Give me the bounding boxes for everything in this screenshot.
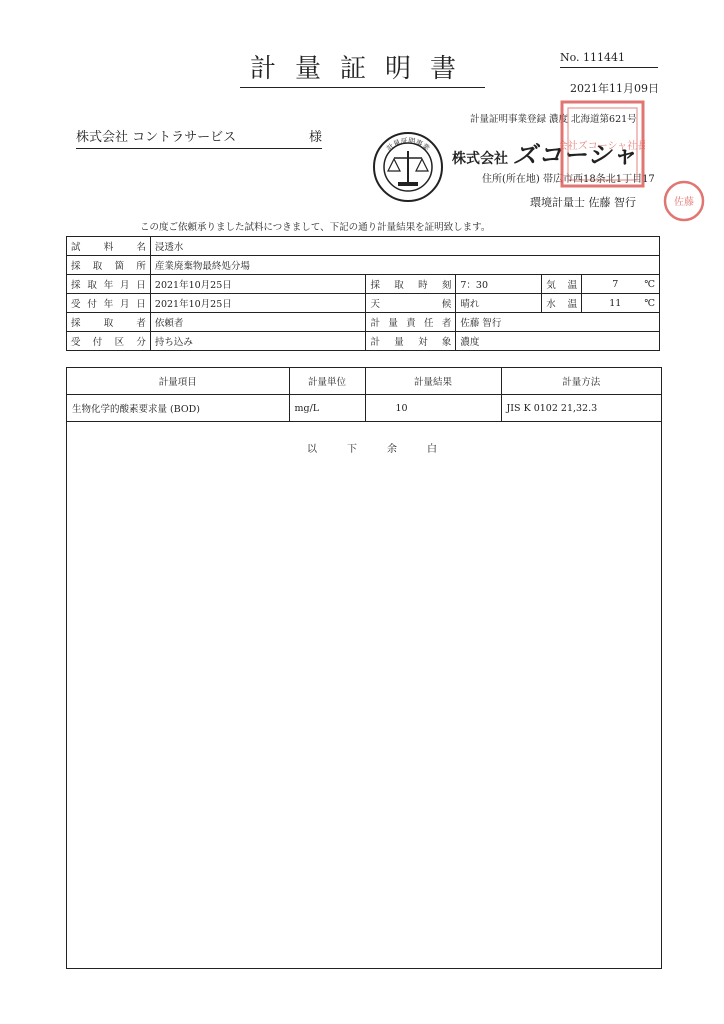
responsible-value: 佐藤 智行 xyxy=(456,313,660,332)
end-of-results-note: 以下余白 xyxy=(307,444,467,455)
air-temp-label: 気温 xyxy=(542,275,582,294)
weather-value: 晴れ xyxy=(456,294,542,313)
location-label: 採取箇所 xyxy=(67,256,151,275)
result-unit: mg/L xyxy=(289,395,365,422)
receive-date-label: 受付年月日 xyxy=(67,294,151,313)
sample-label: 試料名 xyxy=(67,237,151,256)
red-seal-text: 会社ズコーシャ社長 xyxy=(560,141,645,152)
table-row xyxy=(67,275,660,294)
collect-date-label: 採取年月日 xyxy=(67,275,151,294)
reception-value: 持ち込み xyxy=(150,332,366,351)
client-honorific: 様 xyxy=(308,130,322,145)
table-row xyxy=(67,256,660,275)
target-label: 計量対象 xyxy=(366,332,456,351)
water-temp-label: 水温 xyxy=(542,294,582,313)
table-row xyxy=(67,294,660,313)
client-name-line xyxy=(76,126,322,149)
issue-date: 2021年11月09日 xyxy=(570,82,659,95)
header-unit: 計量単位 xyxy=(289,368,365,395)
air-temp-value: 7 xyxy=(612,278,619,290)
table-row xyxy=(67,313,660,332)
table-row xyxy=(67,395,661,422)
water-temp-unit: ℃ xyxy=(644,297,655,309)
results-header-row xyxy=(67,368,661,395)
reception-label: 受付区分 xyxy=(67,332,151,351)
air-temp-unit: ℃ xyxy=(644,278,655,290)
environmental-measurer: 環境計量士 佐藤 智行 xyxy=(530,196,636,209)
collector-value: 依頼者 xyxy=(150,313,366,332)
svg-text:計量証明事業 xyxy=(385,136,432,153)
company-red-seal xyxy=(560,100,645,192)
collect-time-label: 採取時刻 xyxy=(366,275,456,294)
company-prefix: 株式会社 xyxy=(452,151,508,167)
receive-date-value: 2021年10月25日 xyxy=(150,294,366,313)
target-value: 濃度 xyxy=(456,332,660,351)
round-seal-text: 佐藤 xyxy=(674,197,694,208)
table-row xyxy=(67,237,660,256)
results-table xyxy=(67,368,661,422)
water-temp-cell xyxy=(582,294,660,313)
logo-seal-text: 計量証明事業 xyxy=(385,136,431,153)
result-value: 10 xyxy=(365,395,501,422)
results-section xyxy=(66,367,662,969)
responsible-label: 計量責任者 xyxy=(366,313,456,332)
collect-date-value: 2021年10月25日 xyxy=(150,275,366,294)
collector-label: 採取者 xyxy=(67,313,151,332)
location-value: 産業廃棄物最終処分場 xyxy=(150,256,659,275)
sample-value: 浸透水 xyxy=(150,237,659,256)
certificate-number: No. 111441 xyxy=(560,51,658,68)
issuer-address: 住所(所在地) 帯広市西18条北1丁目17 xyxy=(482,174,655,185)
personal-round-seal xyxy=(663,180,705,226)
intro-statement: この度ご依頼承りました試料につきまして、下記の通り計量結果を証明致します。 xyxy=(140,222,491,233)
air-temp-cell xyxy=(582,275,660,294)
collect-time-value: 7：30 xyxy=(456,275,542,294)
water-temp-value: 11 xyxy=(609,297,622,309)
header-result: 計量結果 xyxy=(365,368,501,395)
result-item: 生物化学的酸素要求量 (BOD) xyxy=(67,395,289,422)
document-title: 計量証明書 xyxy=(240,48,485,88)
result-method: JIS K 0102 21,32.3 xyxy=(501,395,661,422)
certification-logo-seal xyxy=(372,131,444,207)
table-row xyxy=(67,332,660,351)
weather-label: 天候 xyxy=(366,294,456,313)
client-name: 株式会社 コントラサービス xyxy=(76,130,237,145)
header-method: 計量方法 xyxy=(501,368,661,395)
sample-info-table xyxy=(66,236,660,351)
header-item: 計量項目 xyxy=(67,368,289,395)
company-name: ズコーシャ xyxy=(512,141,637,169)
registration-number: 計量証明事業登録 濃度 北海道第621号 xyxy=(470,114,637,125)
